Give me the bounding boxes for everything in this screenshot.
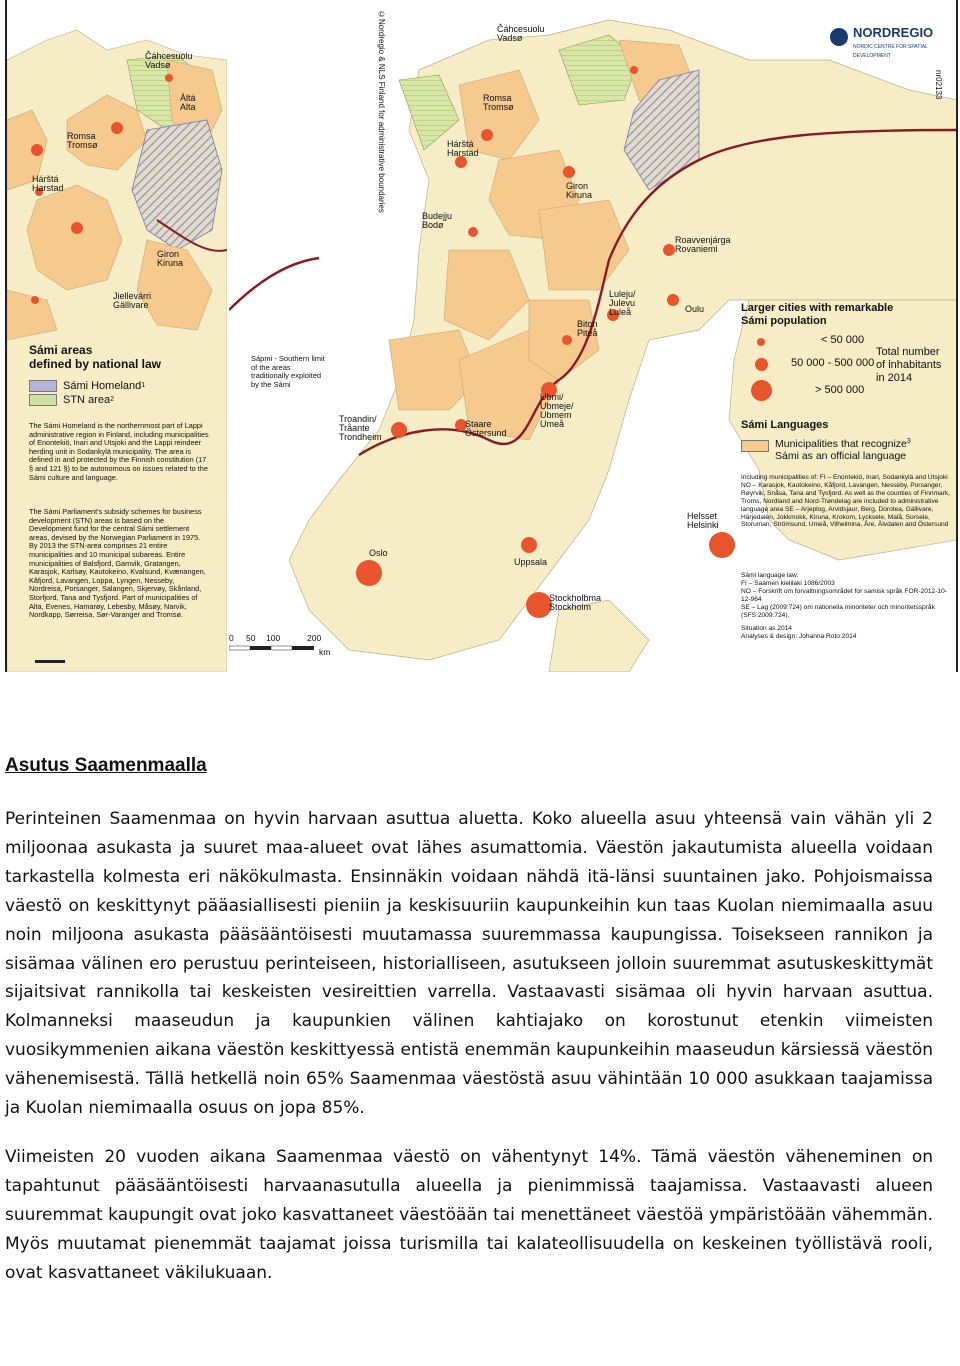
article xyxy=(5,752,933,1288)
legend-stn-row xyxy=(29,393,219,407)
label-helsinki: Helsset Helsinki xyxy=(687,511,719,530)
label-umea: Ubmi/ Ubmeje/ Ubmem Umeå xyxy=(540,392,574,429)
main-map xyxy=(229,0,957,672)
logo-subtitle: NORDIC CENTRE FOR SPATIAL DEVELOPMENT xyxy=(853,44,928,59)
label-vadso-left: Čáhcesuolu Vadsø xyxy=(145,51,193,70)
legend-languages xyxy=(741,418,953,462)
sapmi-map xyxy=(5,0,958,672)
law-fi: FI – Saamen kielilaki 1086/2003 xyxy=(741,579,835,587)
city-marker xyxy=(165,74,173,82)
legend-language-sup: 3 xyxy=(906,438,911,445)
scale-50: 50 xyxy=(246,633,256,643)
scale-unit: km xyxy=(319,647,331,657)
label-romsa: Romsa Tromsø xyxy=(483,93,514,112)
inset-map-north xyxy=(7,0,227,672)
note-homeland: The Sámi Homeland is the northernmost part of Lappi administrative region in Finland, including municipalities of Enontekiö, Inari and Utsjoki and the Lappi reindeer herding unit in Sodankylä municipality. The area is defined in and protected by the Finnish constitution (17 § and 121 §) to be autonomous on issues related to the Sámi culture and language. xyxy=(29,421,209,482)
nordregio-logo-icon xyxy=(830,28,848,46)
southern-limit-label: Sápmi - Southern limit of the areas traditionally exploited by the Sámi xyxy=(251,354,325,389)
city-size-small: < 50 000 xyxy=(821,334,865,346)
map-id: nr02133 xyxy=(934,70,943,100)
city-size-medium-icon xyxy=(755,358,768,371)
law-se: SE – Lag (2009:724) om nationella minoriteter och minoritetsspråk (SFS 2009:724). xyxy=(741,603,935,619)
article-paragraph-2: Viimeisten 20 vuoden aikana Saamenmaa väestö on vähentynyt 14%. Tämä väestön väheneminen on tapahtunut pääsääntöisesti harvaanasutulla alueella ja pienimmissä taajamissa. Vastaavasti alueen suuremmat kaupungit ovat joko kasvattaneet väestöään tai menettäneet väestöä ympäristöään vähemmän. Myös muutamat pienemmät taajamat joissa turismilla tai kalateollisuudella on keskeinen työllistävä rooli, ovat kasvattaneet väkilukuaan. xyxy=(5,1146,933,1283)
homeland-swatch xyxy=(29,380,57,392)
scale-200: 200 xyxy=(307,633,322,643)
city-marker xyxy=(663,244,675,256)
legend-homeland-sup: 1 xyxy=(141,382,146,389)
label-oslo: Oslo xyxy=(369,548,388,558)
legend-stn-sup: 2 xyxy=(110,396,114,403)
city-marker xyxy=(562,335,572,345)
legend-cities xyxy=(741,302,953,408)
label-harsta-left: Hárštá Harstad xyxy=(32,174,64,193)
total-inhabitants-label: Total number of inhabitants in 2014 xyxy=(876,346,942,384)
label-budejju: Budejju Bodø xyxy=(422,211,453,230)
law-no: NO – Forskrift om forvaltningsområdet for samisk språk FOR-2012-10-12-964 xyxy=(741,587,947,603)
label-romsa-left: Romsa Tromsø xyxy=(67,131,98,150)
city-marker xyxy=(667,294,679,306)
legend-cities-title: Larger cities with remarkable Sámi population xyxy=(741,302,894,327)
label-uppsala: Uppsala xyxy=(514,557,548,567)
legend-stn-label: STN area xyxy=(63,394,111,406)
legend-language-row xyxy=(741,438,953,462)
situation-label: Situation as 2014 xyxy=(741,625,792,633)
city-marker xyxy=(31,144,43,156)
city-marker xyxy=(563,166,575,178)
city-size-small-icon xyxy=(757,338,765,346)
label-trondheim: Troandin/ Tråante Trondheim xyxy=(339,414,382,442)
label-ostersund: Staare Östersund xyxy=(465,419,507,438)
label-roavvenjarga: Roavvenjárga Rovaniemi xyxy=(675,235,731,254)
scale-100: 100 xyxy=(266,633,281,643)
city-marker xyxy=(31,296,39,304)
note-languages: Including municipalities of: FI – Enontekiö, Inari, Sodankylä and Utsjoki NO – Karasjok, Kautokeino, Kåfjord, Lavangen, Nesseby, Porsanger, Røyrvik, Snåsa, Tana and Tysfjord. As well as the counties of Finnmark, Troms, Nordland and Nord-Trøndelag are included to administrative language area SE – Arjeplog, Arvidsjaur, Berg, Dorotea, Gällivare, Härjedalen, Jokkmokk, Kiruna, Krokom, Lycksele, Malå, Sorsele, Storuman, Strömsund, Umeå, Vilhelmina, Åre, Älvdalen and Östersund xyxy=(741,474,951,529)
city-size-large: > 500 000 xyxy=(815,384,865,396)
label-pitea: Biton Piteå xyxy=(577,319,598,338)
language-swatch xyxy=(741,440,769,452)
label-stockholm: Stockholbma Stockholm xyxy=(549,593,602,612)
city-size-large-icon xyxy=(751,380,772,401)
legend-homeland-row xyxy=(29,379,219,393)
label-lulea: Luleju/ Julevu Luleå xyxy=(609,289,636,317)
label-alta-left: Áltá Alta xyxy=(180,93,196,112)
legend-areas-title: Sámi areas defined by national law xyxy=(29,343,162,371)
city-marker xyxy=(709,532,735,558)
label-giron-left: Giron Kiruna xyxy=(157,249,184,268)
legend-languages-title: Sámi Languages xyxy=(741,419,829,431)
law-title: Sámi language law: xyxy=(741,572,799,579)
logo-text: NORDREGIO xyxy=(853,25,934,40)
city-marker xyxy=(356,560,382,586)
city-marker xyxy=(111,122,123,134)
city-marker xyxy=(630,66,638,74)
note-stn: The Sámi Parliament's subsidy schemes for business development (STN) areas is based on the Development fund for the central Sámi settlement areas, devised by the Norwegian Parliament in 1975. By 2013 the STN-area comprises 21 entire municipalities and 10 municipal subareas. Entire municipalities of Balsfjord, Gamvik, Gratangen, Karasjok, Karlsøy, Kautokeino, Kvalsund, Kvænangen, Kåfjord, Lavangen, Loppa, Lyngen, Nesseby, Nordreisa, Porsanger, Salangen, Skjervøy, Skånland, Storfjord, Tana and Tysfjord. Part of municipalities of Alta, Evenes, Hamarøy, Lebesby, Måsøy, Narvik, Nordkapp, Sørreisa, Sør-Varanger and Tromsø. xyxy=(29,507,206,620)
legend-language-label: Municipalities that recognize Sámi as an official language xyxy=(775,438,907,462)
article-paragraph-1: Perinteinen Saamenmaa on hyvin harvaan asuttua aluetta. Koko alueella asuu yhteensä vain vähän yli 2 miljoonaa asukasta ja suuret maa-alueet ovat lähes asumattomia. Väestön jakautumista alueella voidaan tarkastella kolmesta eri näkökulmasta. Ensinnäkin voidaan nähdä itä-länsi suuntainen jako. Pohjoismaissa väestö on keskittynyt pääasiallisesti pieniin ja keskisuuriin kaupunkeihin kun taas Kuolan niemimaalla asuu noin miljoona asukasta pääsääntöisesti muutamassa suuremmassa kaupungissa. Toisekseen rannikon ja sisämaa välinen ero perustuu perinteiseen, historialliseen, asutukseen jolloin suuremmat asutuskeskittymät sijaitsivat rannikolla tai keskeisten vesireittien varrella. Vastaavasti sisämaa oli hyvin harvaan asuttua. Kolmanneksi maaseudun ja kaupunkien välinen kahtiajako on korostunut etenkin viimeisten vuosikymmenien aikana väestön keskittyessä entistä enemmän kaupunkeihin maaseudun kärsiessä väestön vähenemisestä. Tällä hetkellä noin 65% Saamenmaa väestöstä asuu vähintään 10 000 asukkaan taajamissa ja Kuolan niemimaalla osuus on jopa 85%. xyxy=(5,809,933,1119)
legend-homeland-label: Sámi Homeland xyxy=(63,380,142,392)
label-giron: Giron Kiruna xyxy=(566,181,593,200)
city-marker xyxy=(71,222,83,234)
label-harsta: Hárštá Harstad xyxy=(447,139,479,158)
legend-sami-areas xyxy=(29,343,219,407)
label-oulu: Oulu xyxy=(685,304,705,314)
map-credit: ©Nordregio & NLS Finland for administrative boundaries xyxy=(377,10,386,213)
stn-swatch xyxy=(29,394,57,406)
scale-0: 0 xyxy=(229,633,234,643)
design-credit: Analyses & design: Johanna Roto 2014 xyxy=(741,633,857,641)
city-marker xyxy=(468,227,478,237)
label-vadso: Čáhcesuolu Vadsø xyxy=(497,24,545,43)
city-marker xyxy=(481,129,493,141)
city-size-medium: 50 000 - 500 000 xyxy=(791,357,875,369)
label-jiellevarri-left: Jiellevárri Gällivare xyxy=(113,291,152,310)
article-heading: Asutus Saamenmaalla xyxy=(5,755,207,776)
note-language-law xyxy=(741,572,951,641)
city-marker xyxy=(391,422,407,438)
city-marker xyxy=(521,537,537,553)
